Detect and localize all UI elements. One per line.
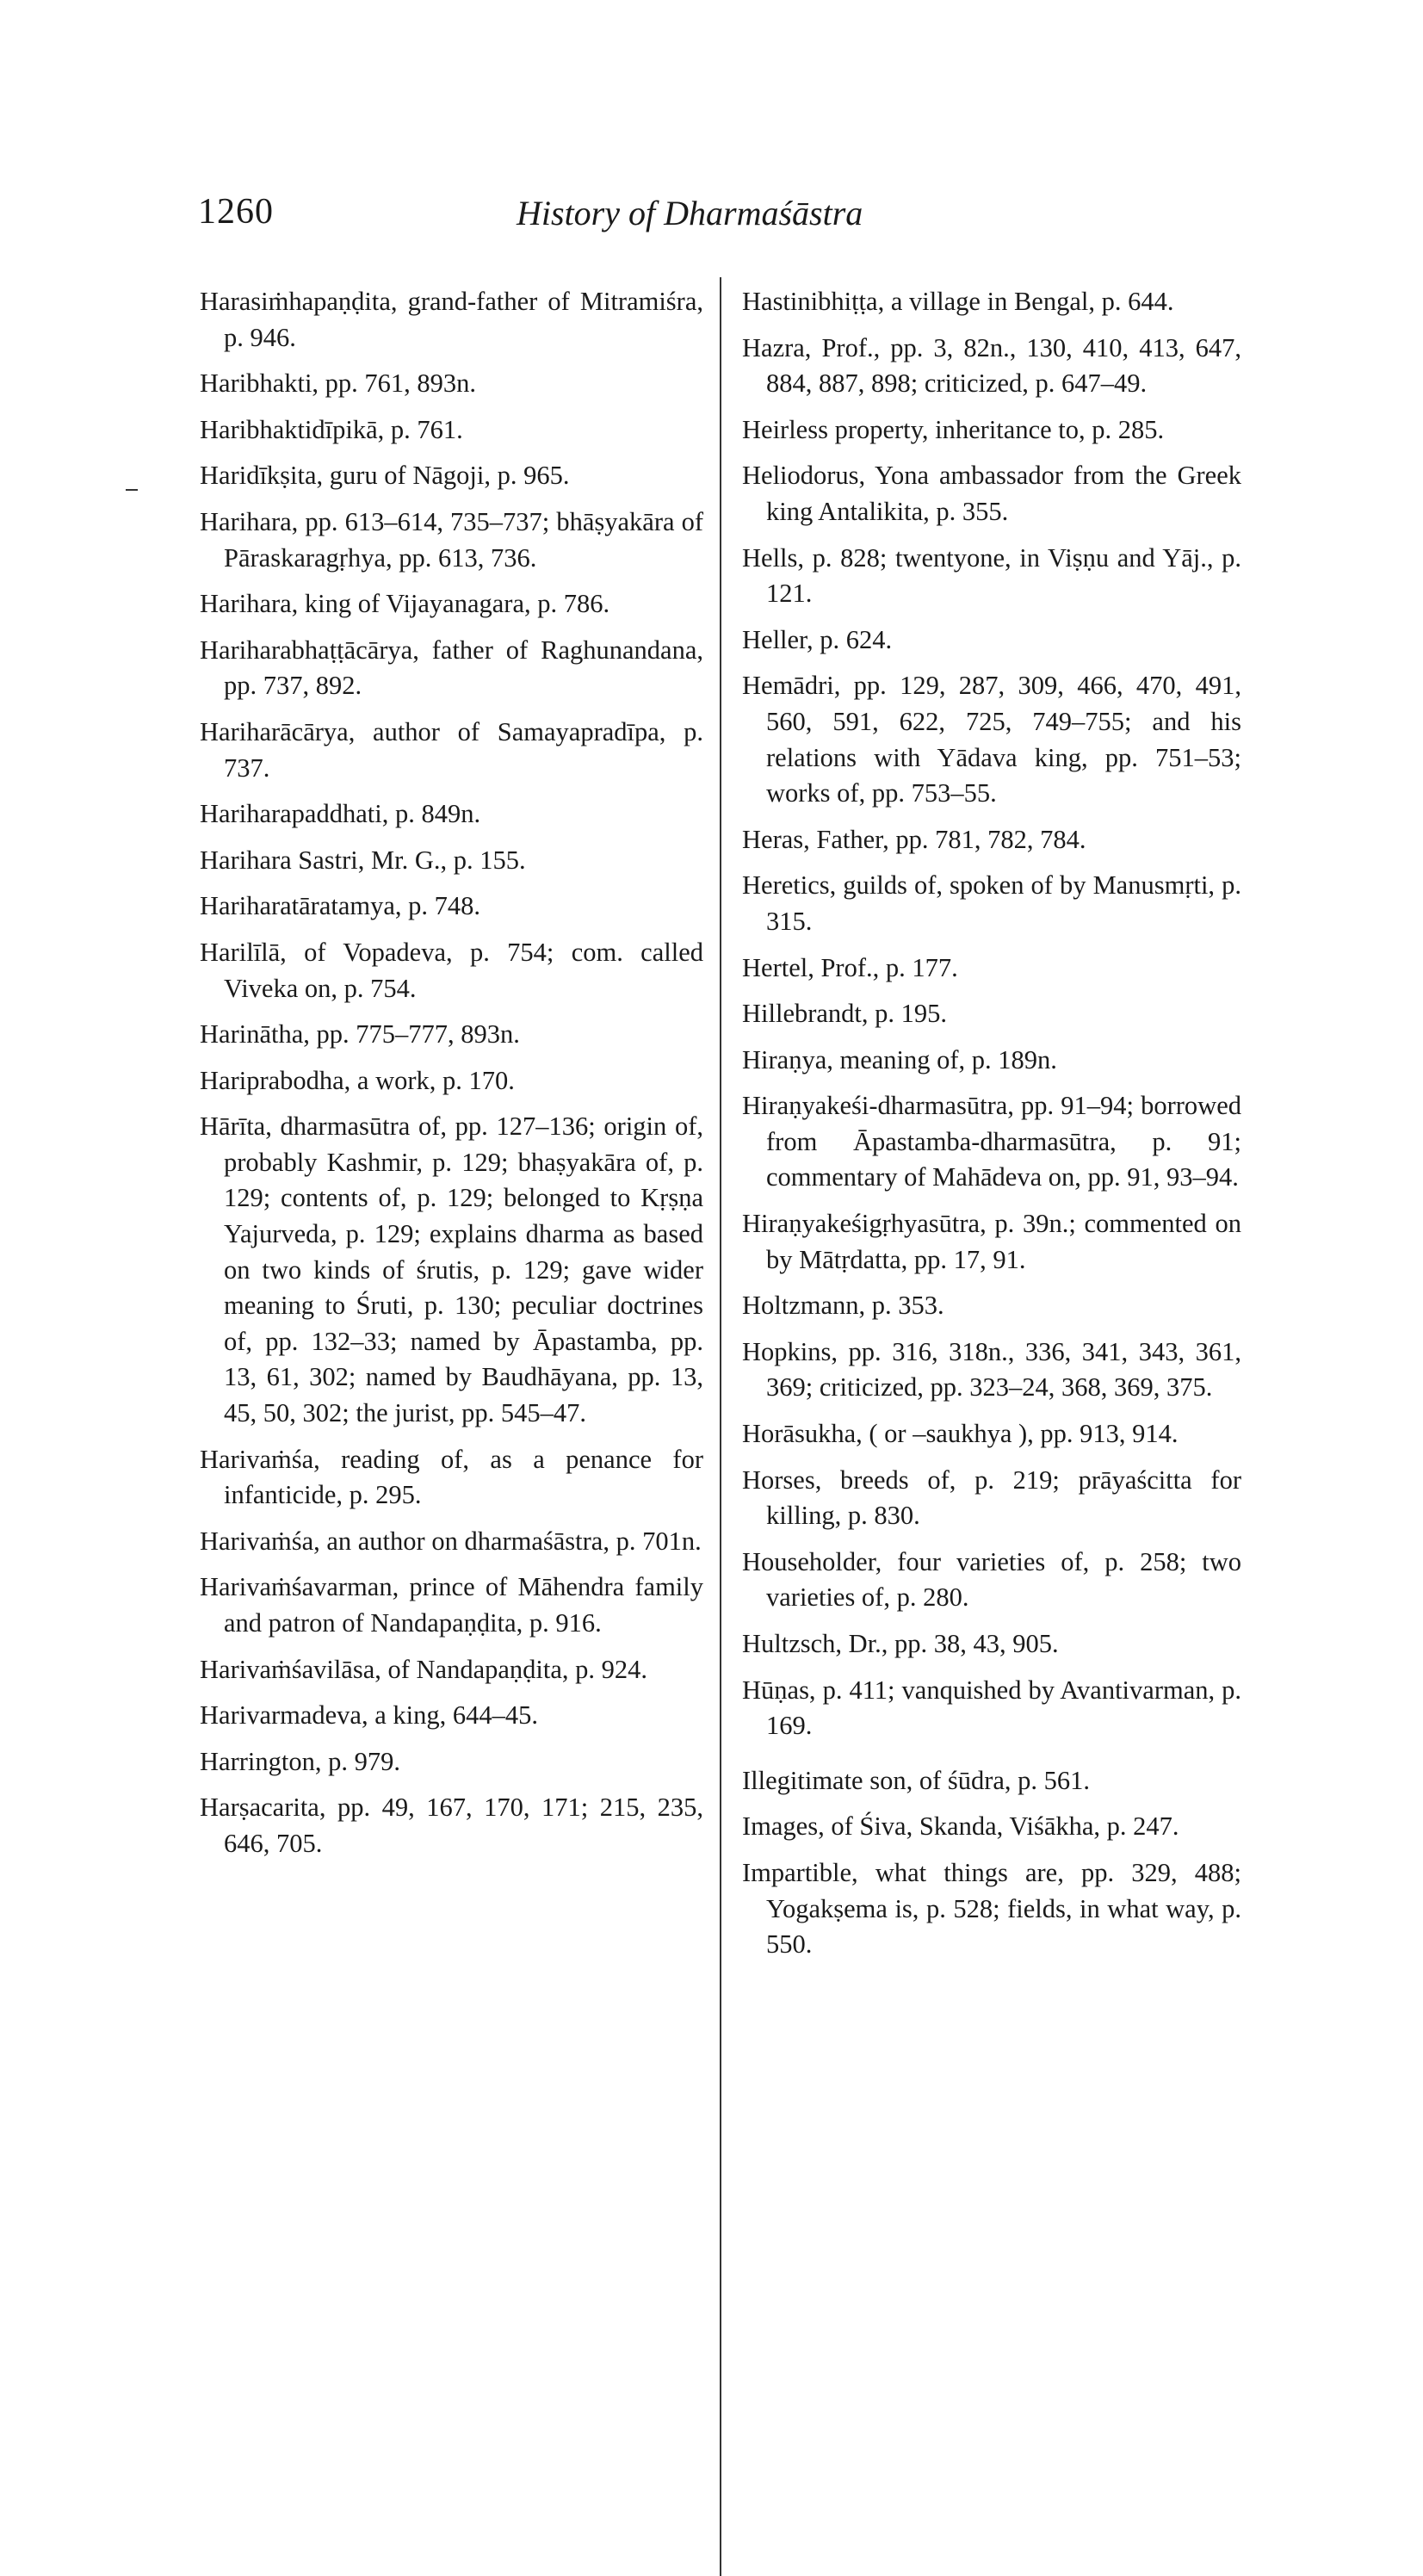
- page-number: 1260: [198, 192, 274, 232]
- index-entry: Hariharācārya, author of Samayapradīpa, p. 737.: [200, 716, 703, 783]
- index-entry: Harivarmadeva, a king, 644–45.: [200, 1700, 538, 1731]
- index-entry: Illegitimate son, of śūdra, p. 561.: [742, 1765, 1091, 1795]
- index-entry: Harihara, pp. 613–614, 735–737; bhāṣyakāra of Pāraskaragṛhya, pp. 613, 736.: [200, 506, 703, 573]
- index-entry: Harihara, king of Vijayanagara, p. 786.: [200, 589, 610, 619]
- index-entry: Haridīkṣita, guru of Nāgoji, p. 965.: [200, 461, 570, 491]
- index-entry: Harasiṁhapaṇḍita, grand-father of Mitramiśra, p. 946.: [200, 287, 703, 352]
- index-entry: Haribhaktidīpikā, p. 761.: [200, 414, 463, 444]
- index-column-left: [200, 284, 703, 1873]
- index-entry: Hūṇas, p. 411; vanquished by Avantivarman, p. 169.: [742, 1675, 1241, 1741]
- index-entry: Hertel, Prof., p. 177.: [742, 952, 958, 982]
- index-entry: Harilīlā, of Vopadeva, p. 754; com. called Viveka on, p. 754.: [200, 937, 703, 1003]
- index-entry: Hiraṇyakeśigṛhyasūtra, p. 39n.; commented on by Mātṛdatta, pp. 17, 91.: [742, 1209, 1241, 1274]
- index-entry: Harihara Sastri, Mr. G., p. 155.: [200, 845, 526, 875]
- index-entry: Heliodorus, Yona ambassador from the Greek king Antalikita, p. 355.: [742, 461, 1241, 526]
- index-entry: Images, of Śiva, Skanda, Viśākha, p. 247.: [742, 1811, 1179, 1842]
- index-entry: Harivaṁśa, an author on dharmaśāstra, p. 701n.: [200, 1526, 702, 1556]
- index-column-right: [742, 284, 1241, 1973]
- index-entry: Harrington, p. 979.: [200, 1746, 400, 1776]
- index-entry: Harṣacarita, pp. 49, 167, 170, 171; 215, 235, 646, 705.: [200, 1793, 703, 1858]
- index-entry: Hazra, Prof., pp. 3, 82n., 130, 410, 413, 647, 884, 887, 898; criticized, p. 647–49.: [742, 332, 1241, 399]
- index-entry: Harivaṁśavarman, prince of Māhendra family and patron of Nandapaṇḍita, p. 916.: [200, 1572, 703, 1638]
- index-entry: Holtzmann, p. 353.: [742, 1291, 944, 1321]
- index-entry: Hiraṇya, meaning of, p. 189n.: [742, 1044, 1057, 1074]
- column-divider: [720, 277, 721, 2576]
- margin-mark: [126, 489, 138, 491]
- index-entry: Horses, breeds of, p. 219; prāyaścitta for killing, p. 830.: [742, 1464, 1241, 1531]
- index-entry: Hariprabodha, a work, p. 170.: [200, 1065, 515, 1095]
- index-entry: Haribhakti, pp. 761, 893n.: [200, 368, 477, 399]
- index-entry: Harinātha, pp. 775–777, 893n.: [200, 1019, 520, 1050]
- index-entry: Harivaṁśavilāsa, of Nandapaṇḍita, p. 924.: [200, 1654, 648, 1684]
- index-entry: Heller, p. 624.: [742, 624, 893, 654]
- index-entry: Heras, Father, pp. 781, 782, 784.: [742, 824, 1086, 854]
- index-entry: Hopkins, pp. 316, 318n., 336, 341, 343, 361, 369; criticized, pp. 323–24, 368, 369, 375.: [742, 1336, 1241, 1403]
- page-header: [0, 191, 1423, 243]
- index-entry: Impartible, what things are, pp. 329, 488; Yogakṣema is, p. 528; fields, in what way, p. 550.: [742, 1857, 1241, 1960]
- index-entry: Hārīta, dharmasūtra of, pp. 127–136; origin of, probably Kashmir, p. 129; bhaṣyakāra of, p. 129; contents of, p. 129; belonged to Kṛṣṇa Yajurveda, p. 129; explains dharma as based on two kinds of śrutis, p. 129; gave wider meaning to Śruti, p. 130; peculiar doctrines of, pp. 132–33; named by Āpastamba, pp. 13, 61, 302; named by Baudhāyana, pp. 13, 45, 50, 302; the jurist, pp. 545–47.: [200, 1112, 703, 1428]
- index-entry: Heretics, guilds of, spoken of by Manusmṛti, p. 315.: [742, 870, 1241, 936]
- index-entry: Horāsukha, ( or –saukhya ), pp. 913, 914.: [742, 1419, 1179, 1449]
- index-entry: Hariharabhaṭṭācārya, father of Raghunandana, pp. 737, 892.: [200, 635, 703, 701]
- index-entry: Harivaṁśa, reading of, as a penance for infanticide, p. 295.: [200, 1444, 703, 1510]
- running-title: History of Dharmaśāstra: [517, 194, 863, 232]
- index-entry: Hariharapaddhati, p. 849n.: [200, 799, 481, 829]
- index-entry: Hillebrandt, p. 195.: [742, 999, 948, 1029]
- index-entry: Hariharatāratamya, p. 748.: [200, 891, 481, 921]
- index-entry: Hells, p. 828; twentyone, in Viṣṇu and Yāj., p. 121.: [742, 542, 1241, 609]
- index-entry: Hastinibhiṭṭa, a village in Bengal, p. 644.: [742, 287, 1174, 316]
- index-entry: Hemādri, pp. 129, 287, 309, 466, 470, 491, 560, 591, 622, 725, 749–755; and his relations with Yādava king, pp. 751–53; works of, pp. 753–55.: [742, 671, 1241, 808]
- index-entry: Heirless property, inheritance to, p. 285.: [742, 414, 1165, 444]
- index-entry: Hultzsch, Dr., pp. 38, 43, 905.: [742, 1629, 1059, 1658]
- index-entry: Hiraṇyakeśi-dharmasūtra, pp. 91–94; borrowed from Āpastamba-dharmasūtra, p. 91; commentary of Mahādeva on, pp. 91, 93–94.: [742, 1091, 1241, 1192]
- index-entry: Householder, four varieties of, p. 258; two varieties of, p. 280.: [742, 1546, 1241, 1613]
